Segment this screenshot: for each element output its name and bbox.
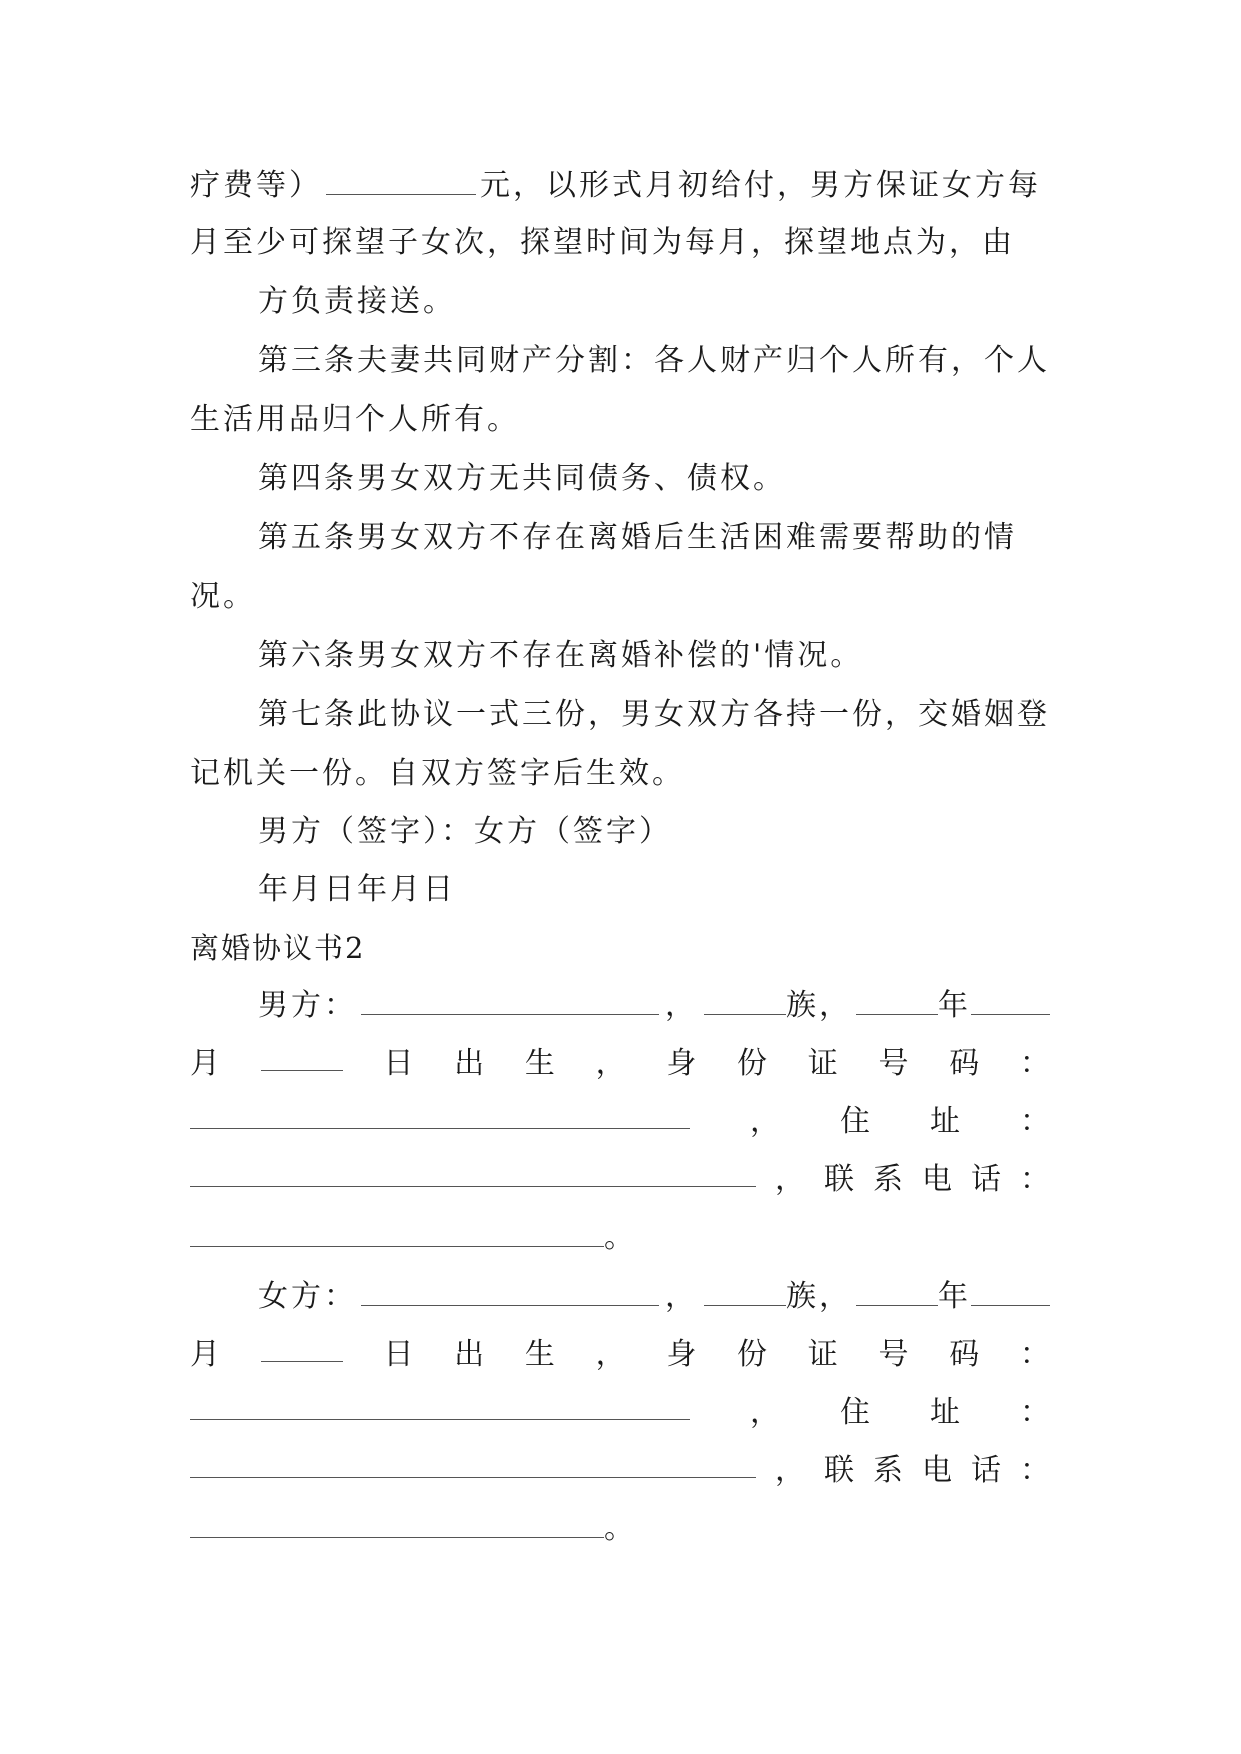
male-day-char: 出: [454, 1046, 485, 1081]
female-end: 。: [604, 1511, 637, 1546]
female-phone-char: 话: [971, 1453, 1001, 1488]
male-phone-char: 系: [873, 1162, 903, 1197]
transport-line: 方负责接送。: [258, 284, 456, 319]
male-addr-char: ：: [1020, 1104, 1050, 1139]
female-day-blank: [261, 1335, 343, 1362]
male-addr-char: 址: [930, 1104, 960, 1139]
male-day-char: 码: [949, 1046, 980, 1081]
female-line-1: [258, 1277, 1050, 1317]
article-7-line-2: 记机关一份。自双方签字后生效。: [190, 756, 685, 791]
female-month-blank: [971, 1279, 1050, 1306]
male-day-char: 号: [878, 1046, 909, 1081]
female-phone-char: 联: [824, 1453, 854, 1488]
male-phone-char: 电: [922, 1162, 952, 1197]
payment-line: [190, 166, 1050, 206]
female-name-blank: [361, 1279, 659, 1306]
male-id-blank: [190, 1102, 690, 1129]
payment-prefix: 疗费等）: [190, 168, 322, 203]
female-year-blank: [856, 1279, 938, 1306]
male-day-char: 证: [807, 1046, 838, 1081]
article-6: 第六条男女双方不存在离婚补偿的'情况。: [258, 638, 864, 673]
article-5-line-1: 第五条男女双方不存在离婚后生活困难需要帮助的情: [258, 520, 1017, 555]
female-addr-char: 住: [840, 1395, 870, 1430]
female-year-label: 年: [938, 1279, 971, 1314]
payment-suffix: 元，以形式月初给付，男方保证女方每: [480, 168, 1041, 203]
male-day-blank: [261, 1044, 343, 1071]
male-phone-char: ：: [1020, 1162, 1050, 1197]
visit-line: 月至少可探望子女次，探望时间为每月，探望地点为，由: [190, 225, 1015, 260]
male-id-comma: ，: [750, 1104, 780, 1139]
female-day-char: 身: [666, 1337, 697, 1372]
article-5-line-2: 况。: [190, 579, 256, 614]
female-day-char: ：: [1019, 1337, 1050, 1372]
article-7-line-1: 第七条此协议一式三份，男女双方各持一份，交婚姻登: [258, 697, 1050, 732]
date-line: 年月日年月日: [258, 872, 456, 907]
female-addr-char: 址: [930, 1395, 960, 1430]
female-ethnicity-blank: [704, 1279, 786, 1306]
male-day-char: ，: [595, 1046, 626, 1081]
female-day-char: 出: [454, 1337, 485, 1372]
female-phone-char: 系: [873, 1453, 903, 1488]
female-day-char: 生: [524, 1337, 555, 1372]
male-address-blank: [190, 1160, 756, 1187]
agreement-2-title: 离婚协议书2: [190, 931, 366, 965]
female-phone-blank: [190, 1511, 604, 1538]
male-line-3: [190, 1102, 1050, 1142]
female-day-char: 证: [807, 1337, 838, 1372]
female-phone-char: 电: [922, 1453, 952, 1488]
male-day-char: 份: [737, 1046, 768, 1081]
female-month-label: 月: [190, 1337, 220, 1372]
article-3-line-2: 生活用品归个人所有。: [190, 402, 520, 437]
female-id-comma: ，: [750, 1395, 780, 1430]
female-id-blank: [190, 1393, 690, 1420]
female-ethnicity-label: 族，: [786, 1279, 852, 1314]
article-4: 第四条男女双方无共同债务、债权。: [258, 461, 786, 496]
male-month-label: 月: [190, 1046, 220, 1081]
male-address-comma: ，: [775, 1162, 805, 1197]
male-ethnicity-label: 族，: [786, 988, 852, 1023]
female-line-4: [190, 1451, 1050, 1491]
male-line-2: [190, 1044, 1050, 1084]
male-day-char: 日: [383, 1046, 414, 1081]
female-name-comma: ，: [665, 1279, 698, 1314]
female-day-char: ，: [595, 1337, 626, 1372]
female-line-5: [190, 1509, 1050, 1549]
male-phone-char: 话: [971, 1162, 1001, 1197]
male-day-char: ：: [1019, 1046, 1050, 1081]
male-ethnicity-blank: [704, 988, 786, 1015]
male-name-blank: [361, 988, 659, 1015]
amount-blank: [326, 168, 476, 195]
female-day-char: 号: [878, 1337, 909, 1372]
male-line-1: [258, 986, 1050, 1026]
male-day-char: 生: [524, 1046, 555, 1081]
male-end: 。: [604, 1220, 637, 1255]
female-line-2: [190, 1335, 1050, 1375]
signature-line: 男方（签字）：女方（签字）: [258, 814, 672, 849]
male-line-4: [190, 1160, 1050, 1200]
female-address-comma: ，: [775, 1453, 805, 1488]
male-label: 男方：: [258, 988, 357, 1023]
male-phone-char: 联: [824, 1162, 854, 1197]
male-month-blank: [971, 988, 1050, 1015]
male-phone-blank: [190, 1220, 604, 1247]
female-addr-char: ：: [1020, 1395, 1050, 1430]
male-addr-char: 住: [840, 1104, 870, 1139]
article-3-line-1: 第三条夫妻共同财产分割：各人财产归个人所有，个人: [258, 343, 1050, 378]
male-day-char: 身: [666, 1046, 697, 1081]
female-day-char: 份: [737, 1337, 768, 1372]
male-line-5: [190, 1218, 1050, 1258]
female-line-3: [190, 1393, 1050, 1433]
female-address-blank: [190, 1451, 756, 1478]
male-year-label: 年: [938, 988, 971, 1023]
male-name-comma: ，: [665, 988, 698, 1023]
female-label: 女方：: [258, 1279, 357, 1314]
female-phone-char: ：: [1020, 1453, 1050, 1488]
female-day-char: 日: [383, 1337, 414, 1372]
female-day-char: 码: [949, 1337, 980, 1372]
male-year-blank: [856, 988, 938, 1015]
